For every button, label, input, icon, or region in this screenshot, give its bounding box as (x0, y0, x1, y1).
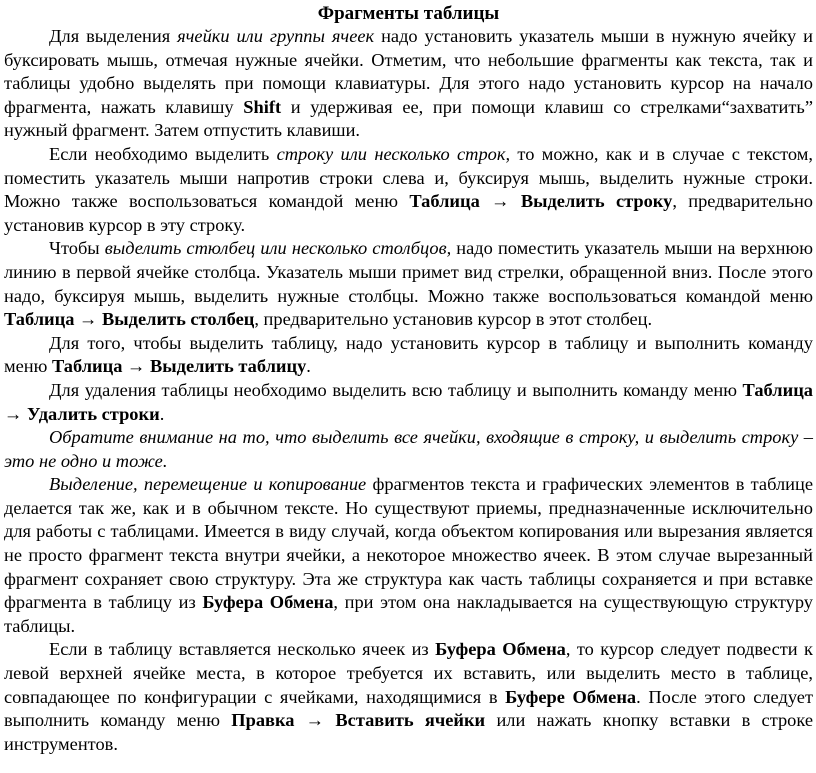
paragraph-delete-table (4, 379, 813, 426)
menu-command: Правка → Вставить ячейки (231, 710, 486, 731)
paragraph-select-columns (4, 237, 813, 331)
text-run: Для выделения (49, 26, 178, 46)
text-run: фрагментов текста и графических элементов в таблице делается так же, как и в обычном тексте. Но существуют приемы, предназначенные исключительно для работы с таблицами. Имеется в виду случай, когда объектом копирования или вырезания является не просто фрагмент текста внутри ячейки, а некоторое множество ячеек. В этом случае вырезанный фрагмент сохраняет свою структуру. Эта же структура как часть таблицы сохраняется и при вставке фрагмента в таблицу из (4, 474, 813, 613)
text-run: или нажать кнопку вставки в строке инструментов. (4, 710, 813, 754)
menu-command: Таблица → Выделить строку (409, 191, 673, 212)
paragraph-select-cells (4, 25, 813, 143)
text-run: Чтобы (49, 238, 105, 259)
bold-term: Буфера Обмена (202, 592, 334, 613)
italic-term: строку или несколько строк, (276, 143, 511, 164)
key-name: Shift (243, 96, 282, 117)
text-run: Для того, чтобы выделить таблицу, надо установить курсор в таблицу и выполнить команду меню (4, 332, 813, 377)
paragraph-select-rows (4, 143, 813, 237)
text-run: . (306, 356, 311, 377)
text-run: Для удаления таблицы необходимо выделить всю таблицу и выполнить команду меню (49, 379, 743, 400)
paragraph-select-table (4, 332, 813, 379)
bold-term: Буфере Обмена (505, 686, 637, 707)
paragraph-copy-move (4, 473, 813, 638)
text-run: Если необходимо выделить (49, 143, 277, 164)
text-run: надо поместить указатель мыши на верхнюю линию в первой ячейке столбца. Указатель мыши примет вид стрелки, обращенной вниз. После этого надо, буксируя мышь, выделить нужные столбцы. Можно также воспользоваться командой меню (4, 238, 814, 306)
bold-term: Буфера Обмена (435, 639, 566, 660)
text-run: надо установить указатель мыши в нужную ячейку и буксировать мышь, отмечая нужные ячейки. Отметим, что небольшие фрагменты как текста, так и таблицы удобно выделять при помощи клавиатуры. Для этого надо установить курсор на начало фрагмента, нажать клавишу (4, 26, 813, 117)
italic-term: выделить стюлбец или несколько столбцов, (104, 238, 452, 259)
paragraph-paste-cells (4, 638, 813, 756)
text-run: , предварительно установив курсор в эту строку. (4, 191, 814, 235)
text-run: , то курсор следует подвести к левой верхней ячейке места, в которое требуется их вставить, или выделить место в таблице, совпадающее по конфигурации с ячейками, находящимися в (4, 639, 813, 707)
italic-term: ячейки или группы ячеек (177, 26, 375, 46)
italic-note: Обратите внимание на то, что выделить все ячейки, входящие в строку, и выделить строку – это не одно и тоже. (4, 427, 813, 471)
menu-command: Таблица → Удалить строки (4, 379, 813, 424)
text-run: , при этом она накладывается на существующую структуру таблицы. (4, 592, 813, 636)
text-run: то можно, как и в случае с текстом, поместить указатель мыши напротив строки слева и, буксируя мышь, выделить нужные строки. Можно также воспользоваться командой меню (4, 143, 813, 212)
menu-command: Таблица → Выделить таблицу (51, 356, 307, 377)
text-run: , предварительно установив курсор в этот столбец. (254, 309, 653, 330)
menu-command: Таблица → Выделить столбец (4, 309, 255, 330)
paragraph-note (4, 426, 813, 473)
text-run: . (159, 403, 165, 424)
text-run: . После этого следует выполнить команду меню (4, 686, 813, 731)
text-run: и удерживая ее, при помощи клавиш со стрелками“захватить” нужный фрагмент. Затем отпустить клавиши. (4, 96, 813, 141)
italic-term: Выделение, перемещение и копирование (49, 474, 367, 495)
document-title: Фрагменты таблицы (317, 3, 500, 24)
text-run: Если в таблицу вставляется несколько ячеек из (49, 639, 436, 660)
